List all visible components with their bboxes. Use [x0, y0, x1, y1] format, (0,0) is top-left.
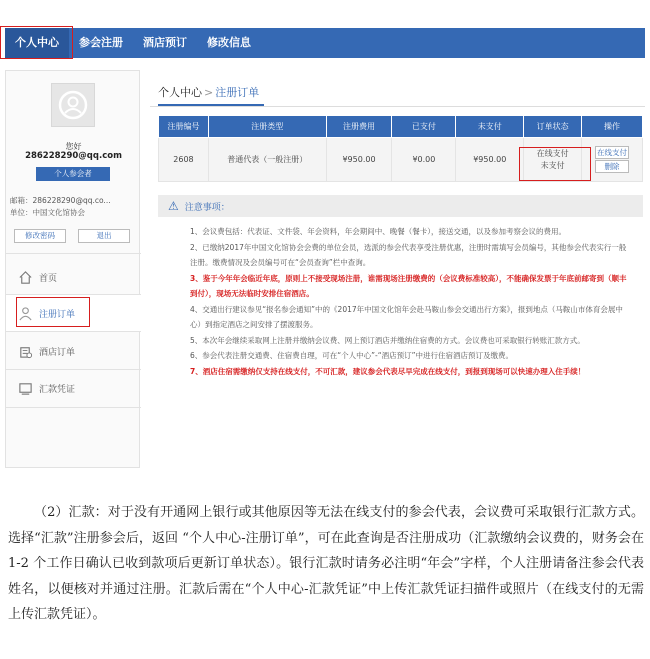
breadcrumb — [158, 84, 259, 100]
breadcrumb-separator: > — [204, 86, 214, 99]
column-header: 注册类型 — [208, 116, 326, 138]
breadcrumb-current: 注册订单 — [215, 86, 260, 99]
note-item: 4、交通出行建议参见“报名参会通知”中的《2017年中国文化馆年会赴马鞍山参会交通出行方案》，报到地点（马鞍山市体育会展中心）到指定酒店之间安排了摆渡服务。 — [190, 304, 623, 329]
sidebar-item-label: 首页 — [39, 273, 58, 284]
divider — [6, 331, 141, 332]
order-id: 2608 — [159, 138, 209, 182]
note-item: 6、参会代表注册交通费、住宿费自理，可在“个人中心”-“酒店预订”中进行住宿酒店预订及缴费。 — [190, 351, 514, 360]
greeting: 您好 — [65, 142, 82, 151]
nav-hotel-booking[interactable]: 酒店预订 — [143, 36, 187, 49]
note-item: 5、本次年会继续采取网上注册并缴纳会议费、网上预订酒店并缴纳住宿费的方式。会议费也可采取银行转账汇款方式。 — [190, 335, 585, 345]
breadcrumb-root[interactable]: 个人中心 — [158, 86, 202, 99]
main-content — [150, 70, 645, 468]
home-icon — [18, 270, 33, 285]
column-header: 注册编号 — [159, 116, 209, 138]
note-item-important: 7、酒店住宿需缴纳仅支持在线支付，不可汇款，建议参会代表尽早完成在线支付，到报到现场可以快速办理入住手续！ — [190, 366, 586, 376]
delete-button[interactable]: 删除 — [595, 160, 629, 173]
sidebar-item-home[interactable] — [6, 259, 141, 295]
building-icon — [18, 344, 33, 359]
order-type: 普通代表（一般注册） — [208, 138, 326, 182]
divider — [6, 407, 141, 408]
user-email: 286228290@qq.com — [25, 151, 122, 161]
sidebar — [5, 70, 140, 468]
sidebar-item-label: 汇款凭证 — [39, 384, 76, 395]
nav-personal-center[interactable]: 个人中心 — [5, 28, 69, 58]
note-item: 2、已缴纳2017年中国文化馆协会会费的单位会员，选派的参会代表享受注册优惠，注册时需填写会员编号，其他参会代表实行一般注册。缴费情况及会员编号可在“会员查询”栏中查询。 — [190, 242, 627, 267]
pay-online-button[interactable]: 在线支付 — [597, 148, 628, 157]
logout-button[interactable]: 退出 — [78, 229, 130, 243]
note-item-important: 3、鉴于今年年会临近年底，原则上不接受现场注册，谁需现场注册缴费的（会议费标准较高），不能确保发票于年底前邮寄到（顺丰到付），现场无法临时安排住宿酒店。 — [190, 273, 627, 298]
divider — [6, 253, 141, 254]
sidebar-item-label: 注册订单 — [39, 309, 76, 320]
receipt-icon — [18, 381, 33, 396]
unit-info: 单位：中国文化馆协会 — [10, 208, 85, 217]
breadcrumb-underline — [158, 104, 264, 106]
email-info: 邮箱：286228290@qq.co... — [10, 196, 111, 205]
table-header-row — [159, 116, 643, 138]
instruction-paragraph: （2）汇款：对于没有开通网上银行或其他原因等无法在线支付的参会代表，会议费可采取银行汇款方式。选择“汇款”注册参会后，返回 “个人中心-注册订单”，可在此查询是否注册成功（汇款缴纳会议费的，财务会在 1-2 个工作日确认已收到款项后更新订单状态）。银行汇款时请务必注明“年会”字样，个人注册请备注参会代表姓名，以便核对并通过注册。汇款后需在“个人中心-汇款凭证”中上传汇款凭证扫描件或照片（在线支付的无需上传汇款凭证）。 — [8, 505, 644, 622]
status-badge: 未支付 — [540, 160, 565, 170]
column-header: 已支付 — [392, 116, 456, 138]
warning-icon: ⚠ — [168, 199, 179, 213]
sidebar-item-label: 酒店订单 — [39, 347, 76, 358]
column-header: 注册费用 — [326, 116, 392, 138]
top-nav — [5, 28, 645, 58]
column-header: 订单状态 — [524, 116, 582, 138]
sidebar-item-remittance-voucher[interactable] — [6, 370, 141, 406]
avatar[interactable] — [51, 83, 95, 127]
nav-registration[interactable]: 参会注册 — [79, 36, 123, 49]
order-unpaid: ¥950.00 — [456, 138, 524, 182]
user-avatar-icon — [58, 90, 88, 120]
note-item: 1、会议费包括：代表证、文件袋、年会资料，年会期间中、晚餐（餐卡），接送交通，以及参加考察会议的费用。 — [190, 227, 567, 236]
highlight-frame-nav — [0, 26, 73, 59]
order-fee: ¥950.00 — [326, 138, 392, 182]
change-password-button[interactable]: 修改密码 — [14, 229, 66, 243]
divider — [150, 106, 645, 107]
column-header: 操作 — [582, 116, 643, 138]
sidebar-item-hotel-orders[interactable] — [6, 333, 141, 369]
column-header: 未支付 — [456, 116, 524, 138]
highlight-frame-sidebar — [16, 297, 90, 327]
notice-header — [158, 195, 643, 217]
status-payment-method: 在线支付 — [536, 148, 569, 158]
notice-title: 注意事项： — [184, 203, 230, 213]
highlight-frame-status — [519, 147, 591, 181]
notes-list — [190, 224, 630, 379]
member-type-badge: 个人参会者 — [36, 167, 110, 181]
nav-edit-info[interactable]: 修改信息 — [207, 36, 251, 49]
order-paid: ¥0.00 — [392, 138, 456, 182]
